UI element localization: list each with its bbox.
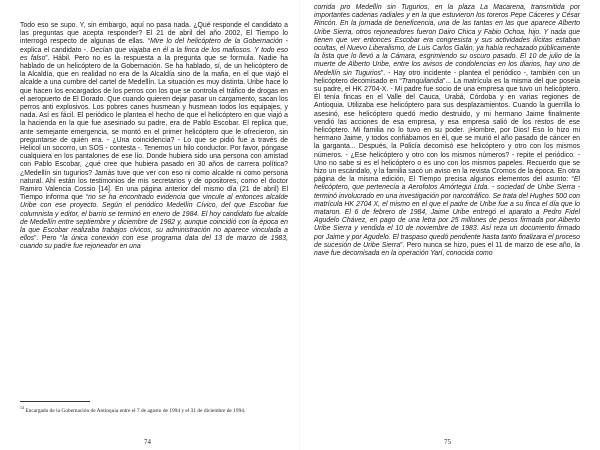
italic-run: Decían que viajaba en él a la finca de los mafiosos. Y todo eso es falso	[20, 46, 288, 62]
footnote-text: Encargado de la Gobernación de Antioquia entre el 7 de agosto de 1994 y el 31 de diciembre de 1994.	[25, 407, 246, 414]
italic-run: Tranquilandia	[401, 77, 444, 85]
text-run: ”. Hábil. Pero no es la respuesta a la pregunta que se formula. Nadie ha hablado de un helicóptero de la Gobernación. Se ha hablado, sí, de un helicóptero de la Alcaldía, que en realidad no era de la Alcaldía sino de la mafia, en el que viajó el alcalde a una cumbre del cartel de Medellín. La situación es muy distinta. Uribe hace lo que hacen los encargados de los perros con los que se controla el tráfico de drogas en el aeropuerto de El Dorado. Que cuando quieren dejar pasar un cargamento, sacan los perros anti explosivos. Los pobres canes husmean y husmean todos los equipajes, y nada. Así es fácil. El periódico le plantea el hecho de que el helicóptero en que viajó a la hacienda en la que fue asesinado su padre, era de Pablo Escobar. El replica que, ante semejante emergencia, se montó en el primer helicóptero que le ofrecieron, sin preguntarse de quién era. - ¿Una coincidencia? - Lo que se pidió fue a través de Helicol un socorro, un SOS - contesta -. Tenemos un hilo conductor. Por favor, póngase cualquiera en los pantalones de ese lío. Donde hubiera sido una persona con amistad con Pablo Escobar, ¿qué cree que hubiera pasado en 30 años de carrera política? ¿Medellín sin tugurios? Jamás tuve que ver con eso ni como alcalde ni como persona natural. Ahí están los testimonios de mis secretarios y de opositores, como el doctor Ramiro Valencia Cossio [14]. En una página anterior del mismo día (21 de abril) El Tiempo informa que “	[20, 54, 289, 202]
right-page-body-text	[314, 4, 580, 258]
text-run: Todo eso se supo. Y, sin embargo, aquí no pasa nada. ¿Qué responde el candidato a las preguntas que acepta responder? El 21 de abril del año 2002, El Tiempo lo interrogó respecto de algunas de ellas. “	[20, 22, 288, 46]
italic-run: la única conexión con ese programa data del 13 de marzo de 1983, cuando su padre fue rejoneador en una	[20, 235, 288, 251]
text-run: ”. - Hay otro incidente - plantea el periódico -, también con un helicóptero decomisado en “	[314, 69, 580, 85]
italic-run: no se ha encontrado evidencia que vincule al entonces alcalde Uribe con ese proyecto. Según el periódico Medellín Cívico, del que Escobar fue columnista y editor, el barrio se terminó en enero de 1984. El hoy candidato fue alcalde de Medellín entre septiembre y diciembre de 1982 y, aunque coincidió con la época en la que Escobar realizaba trabajos cívicos, su administración no aparece vinculada a ellos	[20, 194, 289, 243]
page-number-left: 74	[144, 438, 151, 446]
text-run: ”. Pero nunca se hizo, pues el 11 de marzo de ese año,	[400, 241, 575, 249]
footnote-marker: 14	[20, 405, 24, 410]
italic-run: corrida pro Medellín sin Tugurios, en la plaza La Macarena, transmitida por importantes cadenas radiales y en la que estuvieron los toreros Pepe Cáceres y César Rincón. En la jornada de beneficencia, una de las tantas en las que aparece Alberto Uribe Sierra, otros rejoneadores fueron Dairo Chica y Fabio Ochoa, hijo. Y nada que tienen que ver entonces Escobar era congresista y sus actividades ilícitas estaban ocultas, el Nuevo Liberalismo, de Luis Carlos Galán, ya había rechazado públicamente la lista que lo llevó a la Cámara, esgrimiendo su oscuro pasado. El 10 de julio de la muerte de Alberto Uribe, entre los avisos de condolencias en los diarios, hay uno de Medellín sin Tugurios	[314, 4, 580, 77]
left-page-body-text	[20, 22, 288, 252]
text-run: ”. Pero “	[34, 235, 63, 243]
italic-run: Mire lo del helicóptero de la Gobernación	[149, 38, 283, 46]
italic-run: El helicóptero, que pertenecía a Aerofotos Amórtegui Ltda. - sociedad de Uribe Sierra - terminó involucrado en una investigación por narcotráfico. Se trata del Hughes 500 con matrícula HK 2704 X, el mismo en el que el padre de Uribe fue a su finca el día que lo mataron. El 6 de febrero de 1984, Jaime Uribe entregó el aparato a Pedro Fidel Agudelo Chávez, en pago de una letra por 25 millones de pesos firmada por Alberto Uribe Sierra y vendida el 10 de noviembre de 1983. Así reza un documento firmado por Jaime y por Agudelo. El traspaso quedó pendiente hasta tanto finalizara el proceso de sucesión de Uribe Sierra	[314, 176, 580, 249]
italic-run: la nave fue decomisada en la operación Yarí, conocida como	[314, 241, 581, 258]
right-page	[300, 0, 600, 450]
footnote	[20, 405, 288, 414]
text-run: ”... La matrícula es la misma del que poseía su padre, el HK 2704-X. - Mi padre fue socio de una empresa que tuvo un helicóptero. Él tenía fincas en el Valle del Cauca, Urabá, Córdoba y en varias regiones de Antioquia. Utilizaba ese helicóptero para sus desplazamientos. Cuando la guerrilla lo asesinó, ese helicóptero quedó medio destruido, y mi hermano Jaime finalmente vendió las acciones de esa empresa, y esa empresa salió de los restos de ese helicóptero. Mi familia no lo tuvo en su poder. ¡Hombre, por Dios! Eso lo hizo mi hermano Jaime, y todos confiábamos en él, que se murió el año pasado de cáncer en la garganta... Después, la Policía decomisó ese helicóptero y otro con los mismos números. - ¿Ese helicóptero y otro con los mismos números? - repite el periódico. - Uno no sabe si es el helicóptero o es uno con los mismos papeles. Recuerdo que se hizo un escándalo, y la familia sacó un aviso en la revista Cromos de la época. En otra página de la misma edición, El Tiempo precisa algunos elementos del asunto: “	[314, 77, 580, 184]
page-number-right: 75	[444, 438, 451, 446]
footnote-rule	[20, 401, 90, 402]
text-run: - explica el candidato -.	[20, 38, 288, 54]
